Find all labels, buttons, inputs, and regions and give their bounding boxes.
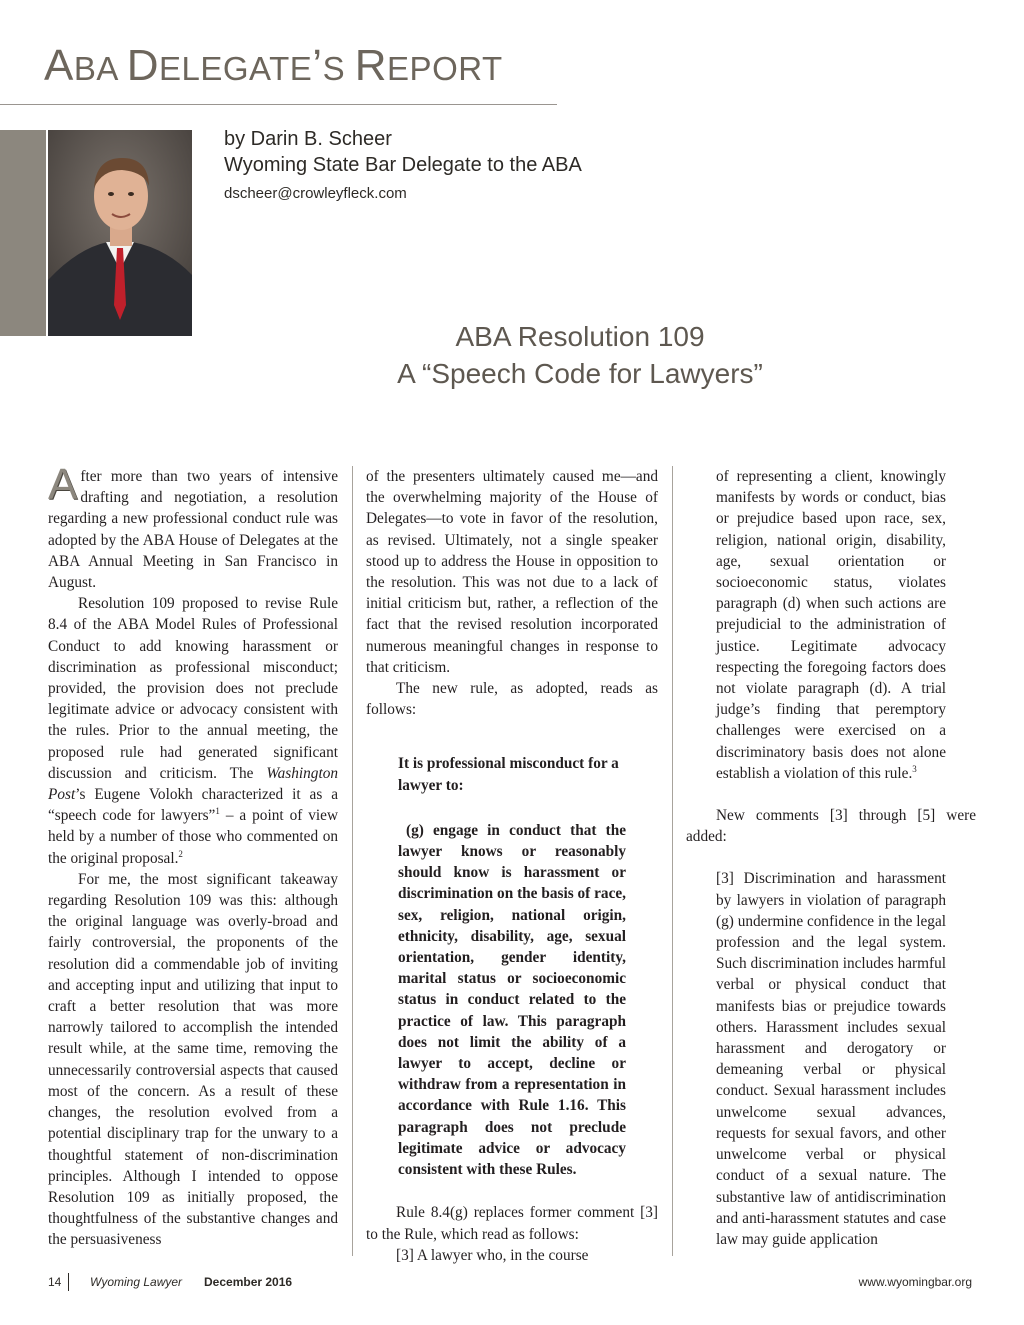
issue-date: December 2016 bbox=[204, 1275, 293, 1289]
paragraph: [3] Discrimination and harassment by lawyers in violation of paragraph (g) undermine confidence in the legal profession and the legal system. Such discrimination includes harmful verbal or physical conduct that manifests bias or prejudice towards others. Harassment includes sexual harassment and derogatory or demeaning verbal or physical conduct. Sexual harassment includes unwelcome sexual advances, requests for sexual favors, and other unwelcome verbal or physical conduct of a sexual nature. The substantive law of antidiscrimination and anti-harassment statutes and case law may guide application bbox=[716, 870, 946, 1248]
byline bbox=[224, 126, 582, 204]
article-title-line-1: ABA Resolution 109 bbox=[455, 321, 705, 352]
rule-intro: It is professional misconduct for a lawyer to: bbox=[398, 755, 619, 794]
paragraph: Resolution 109 proposed to revise Rule 8.4 of the ABA Model Rules of Professional Conduct to add knowing harassment or discrimination as professional misconduct; provided, the provision does not preclude legitimate advice or advocacy consistent with the rules. Prior to the annual meeting, the proposed rule had generated significant discussion and criticism. The Washington Post’s Eugene Volokh characterized it as a “speech code for lawyers”$^1$ – a point of view held by a number of those who commented on the original proposal.$^2$ bbox=[48, 595, 338, 867]
column-divider bbox=[672, 466, 673, 1256]
article-column-2 bbox=[366, 466, 658, 1266]
paragraph: of representing a client, knowingly manifests by words or conduct, bias or prejudice based upon race, sex, religion, national origin, disability, age, sexual orientation or socioeconomic status, violates paragraph (d) when such actions are prejudicial to the administration of justice. Legitimate advocacy respecting the foregoing factors does not violate paragraph (d). A trial judge’s finding that peremptory challenges were exercised on a discriminatory basis does not alone establish a violation of this rule.$^3$ bbox=[716, 468, 946, 782]
paragraph: The new rule, as adopted, reads as follows: bbox=[366, 680, 658, 719]
paragraph: New comments [3] through [5] were added: bbox=[686, 807, 976, 846]
decorative-side-bar bbox=[0, 130, 46, 336]
paragraph: [3] A lawyer who, in the course bbox=[396, 1246, 589, 1264]
author-photo bbox=[48, 130, 192, 336]
drop-cap: A bbox=[48, 460, 78, 509]
header-divider bbox=[0, 104, 557, 105]
column-divider bbox=[352, 466, 353, 1256]
page-number: 14 bbox=[48, 1275, 62, 1289]
rule-text-block bbox=[366, 753, 626, 1180]
website-link[interactable]: www.wyomingbar.org bbox=[858, 1275, 972, 1289]
footnote-ref: 3 bbox=[912, 763, 917, 774]
section-title: ABA DELEGATE’S REPORT bbox=[44, 41, 503, 90]
article-column-3 bbox=[686, 466, 976, 1250]
footnote-ref: 2 bbox=[178, 848, 183, 859]
author-email[interactable]: dscheer@crowleyfleck.com bbox=[224, 185, 407, 202]
paragraph: For me, the most significant takeaway regarding Resolution 109 was this: although the original language was overly-broad and fairly controversial, the proponents of the resolution did a commendable job of inviting and accepting input and utilizing that input to craft a better resolution that was more narrowly tailored to accomplish the intended result while, at the same time, removing the unnecessarily controversial aspects that caused most of the concern. As a result of these changes, the resolution evolved from a potential disciplinary trap for the unwary to a thoughtful statement of non-discrimination principles. Although I intended to oppose Resolution 109 as initially proposed, the thoughtfulness of the substantive changes and the persuasiveness bbox=[48, 870, 338, 1249]
article-column-1 bbox=[48, 460, 338, 1251]
paragraph: After more than two years of intensive drafting and negotiation, a resolution regarding a new professional conduct rule was adopted by the ABA House of Delegates at the ABA Annual Meeting in San Francisco in August. bbox=[48, 460, 338, 592]
footnote-ref: 1 bbox=[215, 806, 220, 817]
author-role: Wyoming State Bar Delegate to the ABA bbox=[224, 154, 582, 176]
footer-divider bbox=[68, 1273, 69, 1291]
paragraph: of the presenters ultimately caused me—and the overwhelming majority of the House of Delegates—to vote in favor of the resolution, as revised. Ultimately, not a single speaker stood up to address the House in opposition to the resolution. This was not due to a lack of initial criticism but, rather, a reflection of the fact that the revised resolution incorporated numerous meaningful changes in response to that criticism. bbox=[366, 468, 658, 676]
author-name: by Darin B. Scheer bbox=[224, 128, 392, 150]
article-title bbox=[300, 318, 860, 392]
rule-paragraph-g: (g) engage in conduct that the lawyer knows or reasonably should know is harassment or discrimination on the basis of race, sex, religion, national origin, ethnicity, disability, age, sexual orientation, gender identity, marital status or socioeconomic status in conduct related to the practice of law. This paragraph does not limit the ability of a lawyer to accept, decline or withdraw from a representation in accordance with Rule 1.16. This paragraph does not preclude legitimate advice or advocacy consistent with these Rules. bbox=[398, 821, 626, 1179]
article-title-line-2: A “Speech Code for Lawyers” bbox=[397, 358, 763, 389]
magazine-name: Wyoming Lawyer bbox=[90, 1275, 183, 1289]
paragraph: Rule 8.4(g) replaces former comment [3] to the Rule, which read as follows: bbox=[366, 1204, 658, 1243]
